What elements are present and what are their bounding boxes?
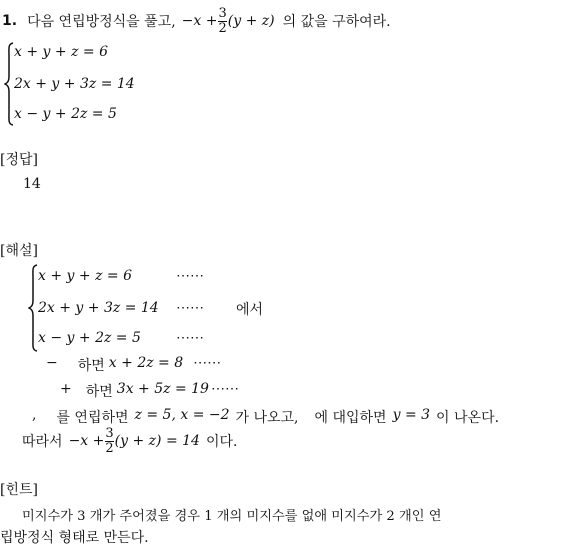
conclusion-fraction-denominator: 2: [105, 440, 114, 456]
conclusion-prefix: −x +: [68, 433, 105, 449]
step3-text2: 가 나오고,: [235, 410, 299, 426]
step2-marker: ⋯⋯: [210, 381, 239, 397]
problem-line: [2, 6, 391, 36]
hint-label: [힌트]: [0, 482, 38, 498]
conclusion-fraction-numerator: 3: [105, 425, 114, 441]
problem-eq-3: x − y + 2z = 5: [14, 106, 117, 122]
solution-brace: [28, 264, 38, 352]
answer-value: 14: [23, 176, 41, 192]
step2-text: 하면: [85, 384, 113, 400]
step2-op: +: [60, 381, 72, 397]
problem-brace: [4, 42, 14, 126]
problem-number: 1.: [2, 13, 18, 29]
solution-eq-1: x + y + z = 6: [38, 268, 132, 284]
problem-expr-suffix: (y + z): [227, 13, 275, 29]
answer-label: [정답]: [0, 152, 38, 168]
conclusion-fraction: [105, 427, 113, 456]
step2-eq: 3x + 5z = 19: [116, 381, 209, 397]
solution-marker-3: ⋯⋯: [176, 330, 204, 346]
step3-text3: 에 대입하면: [314, 410, 387, 426]
step3-eq2: y = 3: [392, 407, 431, 423]
solution-eq-2: 2x + y + 3z = 14: [38, 300, 159, 316]
fraction-numerator: 3: [218, 5, 227, 21]
step3-comma: ,: [32, 407, 37, 423]
step3-text1: 를 연립하면: [56, 410, 129, 426]
step1-eq: x + 2z = 8: [108, 355, 184, 371]
solution-marker-2: ⋯⋯: [176, 300, 204, 316]
conclusion-text1: 따라서: [22, 434, 63, 450]
fraction-denominator: 2: [218, 20, 227, 36]
hint-line-2: 립방정식 형태로 만든다.: [0, 530, 149, 546]
step1-op: −: [46, 355, 58, 371]
problem-text-after: 의 값을 구하여라.: [282, 14, 391, 30]
solution-system-note: 에서: [236, 302, 264, 318]
step3-text4: 이 나온다.: [436, 410, 500, 426]
step2-line: [40, 381, 239, 401]
step1-line: [40, 355, 221, 375]
solution-eq-3: x − y + 2z = 5: [38, 330, 141, 346]
problem-eq-2: 2x + y + 3z = 14: [14, 76, 135, 92]
problem-text: 다음 연립방정식을 풀고,: [27, 14, 176, 30]
conclusion-text2: 이다.: [205, 434, 238, 450]
step3-eq1: z = 5, x = −2: [134, 407, 230, 423]
step1-marker: ⋯⋯: [193, 355, 222, 371]
step1-text: 하면: [77, 358, 105, 374]
solution-marker-1: ⋯⋯: [176, 268, 204, 284]
solution-label: [해설]: [0, 243, 38, 259]
hint-line-1: 미지수가 3 개가 주어졌을 경우 1 개의 미지수를 없애 미지수가 2 개인 연: [22, 509, 442, 524]
conclusion-suffix: (y + z) = 14: [114, 433, 200, 449]
conclusion-line: [22, 424, 237, 458]
problem-expr-prefix: −x +: [181, 13, 218, 29]
problem-eq-1: x + y + z = 6: [14, 44, 108, 60]
problem-fraction: [218, 7, 226, 36]
